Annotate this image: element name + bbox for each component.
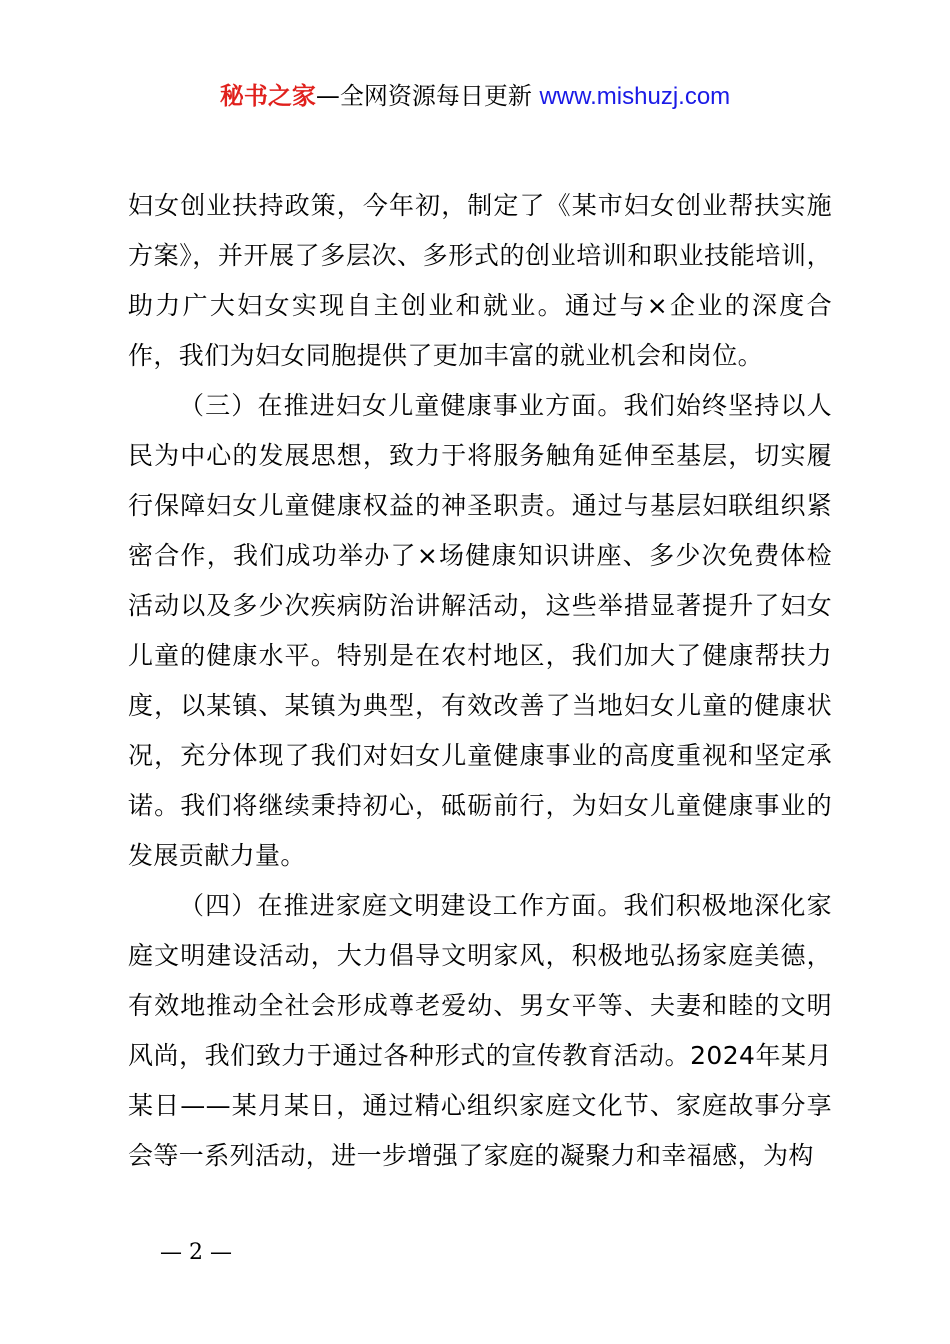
brand-slogan: —全网资源每日更新: [315, 82, 540, 110]
paragraph-section-four: （四）在推进家庭文明建设工作方面。我们积极地深化家庭文明建设活动，大力倡导文明家风，积极地弘扬家庭美德，有效地推动全社会形成尊老爱幼、男女平等、夫妻和睦的文明风尚，我们致力于通过各种形式的宣传教育活动。2024年某月某日——某月某日，通过精心组织家庭文化节、家庭故事分享会等一系列活动，进一步增强了家庭的凝聚力和幸福感，为构: [128, 891, 832, 1170]
paragraph-section-three: （三）在推进妇女儿童健康事业方面。我们始终坚持以人民为中心的发展思想，致力于将服务触角延伸至基层，切实履行保障妇女儿童健康权益的神圣职责。通过与基层妇联组织紧密合作，我们成功举办了×场健康知识讲座、多少次免费体检活动以及多少次疾病防治讲解活动，这些举措显著提升了妇女儿童的健康水平。特别是在农村地区，我们加大了健康帮扶力度，以某镇、某镇为典型，有效改善了当地妇女儿童的健康状况，充分体现了我们对妇女儿童健康事业的高度重视和坚定承诺。我们将继续秉持初心，砥砺前行，为妇女儿童健康事业的发展贡献力量。: [128, 391, 832, 870]
page-number: — 2 —: [160, 1240, 232, 1265]
brand-name: 秘书之家: [219, 82, 316, 110]
document-body: [128, 181, 832, 1181]
site-url-link[interactable]: www.mishuzj.com: [539, 83, 731, 110]
site-banner: [0, 80, 950, 113]
paragraph-continued: 妇女创业扶持政策，今年初，制定了《某市妇女创业帮扶实施方案》，并开展了多层次、多形式的创业培训和职业技能培训，助力广大妇女实现自主创业和就业。通过与×企业的深度合作，我们为妇女同胞提供了更加丰富的就业机会和岗位。: [128, 191, 832, 370]
